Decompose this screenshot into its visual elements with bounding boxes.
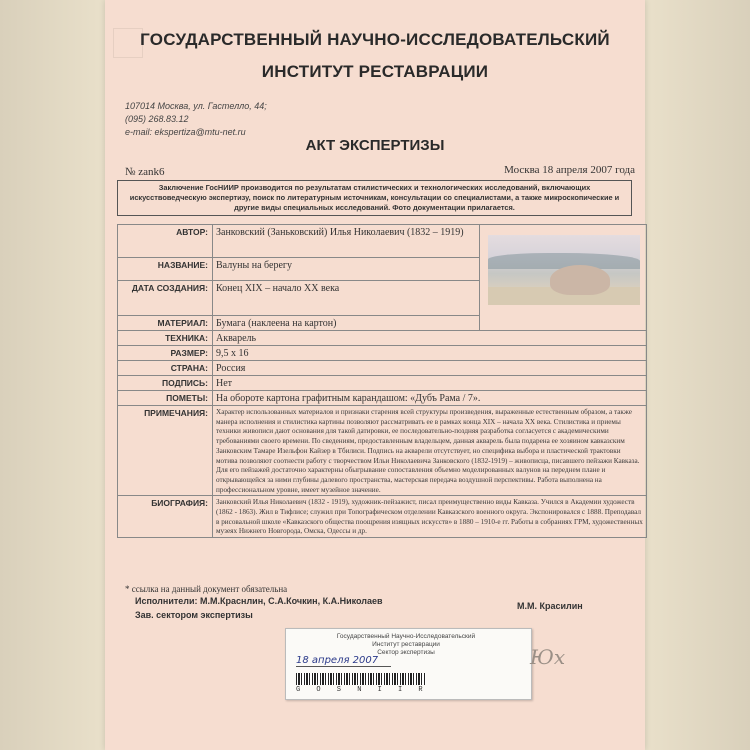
painting-cell bbox=[480, 225, 647, 331]
table-row bbox=[118, 346, 647, 361]
signer-name: М.М. Красилин bbox=[517, 601, 583, 611]
stamp-line3: Сектор экспертизы bbox=[377, 649, 435, 656]
biography-label: БИОГРАФИЯ: bbox=[118, 496, 213, 538]
act-number: № zank6 bbox=[125, 166, 165, 178]
contact-address: 107014 Москва, ул. Гастелло, 44; bbox=[125, 101, 267, 111]
stamp-line1: Государственный Научно-Исследовательский bbox=[336, 633, 476, 640]
frame-left bbox=[0, 0, 105, 750]
signature-value: Нет bbox=[213, 376, 647, 391]
name-label: НАЗВАНИЕ: bbox=[118, 258, 213, 281]
footnote: * ссылка на данный документ обязательна bbox=[125, 584, 288, 594]
author-value: Занковский (Заньковский) Илья Николаевич (1832 – 1919) bbox=[213, 225, 480, 258]
signature-label: ПОДПИСЬ: bbox=[118, 376, 213, 391]
executors: Исполнители: М.М.Краснлин, С.А.Кочкин, К.А.Николаев bbox=[135, 596, 383, 606]
name-value: Валуны на берегу bbox=[213, 258, 480, 281]
frame-right bbox=[645, 0, 750, 750]
country-value: Россия bbox=[213, 361, 647, 376]
act-title: АКТ ЭКСПЕРТИЗЫ bbox=[305, 137, 445, 154]
size-label: РАЗМЕР: bbox=[118, 346, 213, 361]
table-row bbox=[118, 391, 647, 406]
stamp-date: 18 апреля 2007 bbox=[296, 655, 391, 667]
date-created-value: Конец XIX – начало XX века bbox=[213, 281, 480, 316]
table-row bbox=[118, 376, 647, 391]
notice-box: Заключение ГосНИИР производится по результатам стилистических и технологических исследований, включающих искусствоведческую экспертизу, поиск по литературным источникам, консультации со специалистами, а также микроскопические и другие виды специальных исследований. Фото документации прилагается. bbox=[117, 180, 632, 216]
country-label: СТРАНА: bbox=[118, 361, 213, 376]
head-of-sector: Зав. сектором экспертизы bbox=[135, 610, 253, 620]
marks-value: На обороте картона графитным карандашом: «Дубъ Рама / 7». bbox=[213, 391, 647, 406]
table-row bbox=[118, 225, 647, 258]
notes-value: Характер использованных материалов и признаки старения всей структуры произведения, выраженные естественным образом, а также манера исполнения и стилистика картины позволяют рассматривать ее в рамках конца XIX – начала XX века. Стилистика и приемы техники живописи дают основания для такой датировки, ее последовательно-поздняя разработка согласуется с академическими требованиями своего времени. По сведениям, предоставленным владельцем, данная акварель была подарена ее хозяином кавказским Занковским Тамаре Изельфон Кайзер в Тбилиси. Подпись на акварели отсутствует, но специфика выбора и пластической трактовки мотива позволяют соотнести работу с творчеством Ильи Николаевича Занковского (1832-1919) – живописца, писавшего пейзажи Кавказа. Для его пейзажей достаточно характерны обыгрывание сопоставления объемно моделированных валунов на переднем плане и открывающейся за ними глубины далевого пространства, мастерская передача воздушной перспективы. Работа выполнена на профессиональном уровне, имеет музейное значение. bbox=[213, 406, 647, 496]
painting-photo bbox=[488, 235, 640, 305]
institute-stamp bbox=[285, 628, 532, 700]
technique-label: ТЕХНИКА: bbox=[118, 331, 213, 346]
notes-label: ПРИМЕЧАНИЯ: bbox=[118, 406, 213, 496]
contact-email: e-mail: ekspertiza@mtu-net.ru bbox=[125, 127, 246, 137]
barcode bbox=[296, 673, 426, 685]
size-value: 9,5 х 16 bbox=[213, 346, 647, 361]
handwritten-signature: Юх bbox=[530, 645, 566, 669]
stamp-line2: Институт реставрации bbox=[372, 641, 440, 648]
table-row bbox=[118, 496, 647, 538]
institute-name-line2: ИНСТИТУТ РЕСТАВРАЦИИ bbox=[261, 62, 489, 81]
expertise-document bbox=[105, 0, 645, 750]
expertise-table bbox=[117, 224, 647, 538]
table-row bbox=[118, 361, 647, 376]
material-label: МАТЕРИАЛ: bbox=[118, 316, 213, 331]
table-row bbox=[118, 406, 647, 496]
contact-phone: (095) 268.83.12 bbox=[125, 114, 189, 124]
marks-label: ПОМЕТЫ: bbox=[118, 391, 213, 406]
material-value: Бумага (наклеена на картон) bbox=[213, 316, 480, 331]
technique-value: Акварель bbox=[213, 331, 647, 346]
author-label: АВТОР: bbox=[118, 225, 213, 258]
institute-name-line1: ГОСУДАРСТВЕННЫЙ НАУЧНО-ИССЛЕДОВАТЕЛЬСКИЙ bbox=[140, 30, 610, 49]
act-date: Москва 18 апреля 2007 года bbox=[504, 164, 635, 176]
table-row bbox=[118, 331, 647, 346]
biography-value: Занковский Илья Николаевич (1832 - 1919), художник-пейзажист, писал преимущественно виды Кавказа. Учился в Академии художеств (1862 - 1863). Жил в Тифлисе; служил при Топографическом отделении Кавказского военного округа. Экспонировался с 1888. Преподавал в рисовальной школе «Кавказского общества поощрения изящных искусств» в 1880 – 1910-е гг. Работы в собраниях ГРМ, художественных музеях Нижнего Новгорода, Омска, Одессы и др. bbox=[213, 496, 647, 538]
date-created-label: ДАТА СОЗДАНИЯ: bbox=[118, 281, 213, 316]
barcode-text: G O S N I I R bbox=[296, 686, 429, 694]
